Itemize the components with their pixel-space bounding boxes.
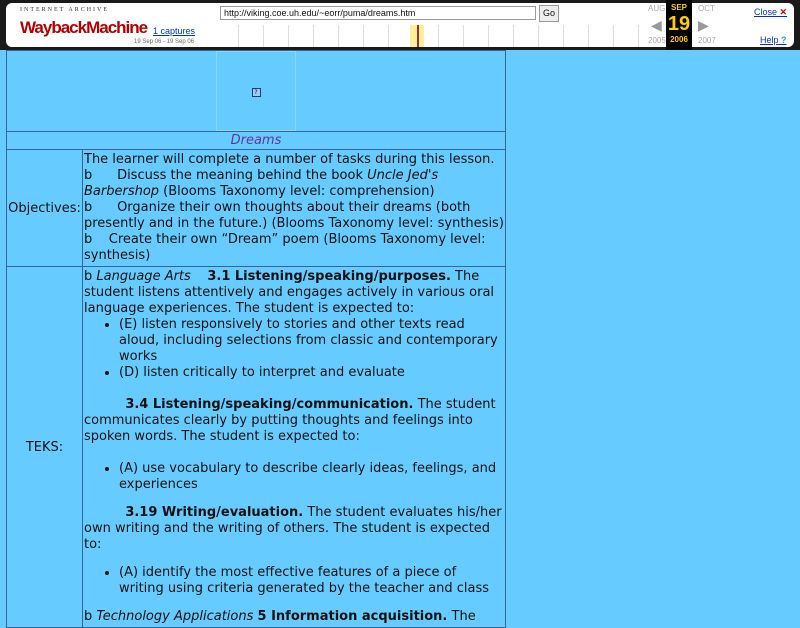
standard-heading: 3.4 Listening/speaking/communication.	[125, 397, 414, 412]
standard-heading: 5 Information acquisition.	[257, 609, 448, 624]
standard-heading: 3.1 Listening/speaking/purposes.	[207, 269, 451, 284]
bullet: b	[84, 609, 93, 624]
bullet: b	[84, 269, 93, 284]
cur-day: 19	[667, 13, 691, 35]
cur-month: SEP	[670, 3, 687, 12]
objective-1-level: (Blooms Taxonomy level: comprehension)	[159, 184, 435, 199]
help-link[interactable]	[760, 35, 787, 46]
prev-arrow-icon[interactable]: ◀	[651, 17, 662, 33]
objective-1: Discuss the meaning behind the book	[117, 168, 368, 183]
list-item: • (A) identify the most effective features of a piece of writing using criteria generated by the teacher and class	[119, 565, 505, 597]
broken-image-icon: ?	[252, 88, 261, 97]
standard-text: The student listens attentively and engages actively in various oral language experiences. The student is expected to:	[84, 269, 495, 316]
lesson-title: Dreams	[7, 132, 506, 150]
capture-marker[interactable]	[417, 25, 419, 47]
help-icon[interactable]: ?	[781, 35, 787, 45]
wayback-logo[interactable]: WaybackMachine	[20, 18, 148, 37]
standard-heading: 3.19 Writing/evaluation.	[125, 505, 304, 520]
book-title: Uncle Jed's Barbershop	[84, 168, 439, 199]
wayback-toolbar	[0, 0, 800, 50]
subject-technology: Technology Applications	[96, 609, 254, 624]
help-label[interactable]: Help	[760, 35, 779, 45]
objective-2: Organize their own thoughts about their dreams (both presently and in the future.) (Blooms Taxonomy level: synthesis)	[84, 200, 504, 231]
logo-caption: INTERNET ARCHIVE	[20, 7, 110, 13]
standard-text: The student evaluates his/her own writing and the writing of others. The student is expected to:	[84, 505, 502, 552]
next-month[interactable]: OCT	[698, 4, 715, 13]
close-link[interactable]	[754, 7, 787, 18]
url-input[interactable]: http://viking.coe.uh.edu/~eorr/puma/dreams.htm	[220, 6, 536, 20]
capture-range: 19 Sep 06 - 19 Sep 06	[134, 39, 195, 45]
current-date	[666, 0, 692, 50]
bullet: b	[84, 168, 93, 183]
image-cell	[7, 51, 506, 132]
objectives-content	[83, 150, 506, 267]
prev-month[interactable]: AUG	[648, 4, 666, 13]
bullet: b	[84, 232, 93, 247]
objectives-intro: The learner will complete a number of tasks during this lesson.	[84, 152, 495, 167]
teks-content	[83, 267, 506, 628]
close-icon[interactable]: ✕	[779, 7, 788, 17]
teks-label: TEKS:	[7, 267, 83, 628]
next-arrow-icon[interactable]: ▶	[698, 17, 709, 33]
broken-image	[216, 51, 296, 131]
go-button[interactable]: Go	[539, 5, 559, 22]
standard-text: The student communicates clearly by putting thoughts and feelings into spoken words. The student is expected to:	[84, 397, 496, 444]
cur-year: 2006	[670, 35, 688, 44]
capture-timeline[interactable]	[214, 25, 646, 47]
captures-link[interactable]: 1 captures	[153, 26, 196, 36]
list-item: • (D) listen critically to interpret and evaluate	[119, 365, 505, 381]
objective-3: Create their own “Dream” poem (Blooms Taxonomy level: synthesis)	[84, 232, 486, 263]
objectives-label: Objectives:	[7, 150, 83, 267]
list-item: • (A) use vocabulary to describe clearly ideas, feelings, and experiences	[119, 461, 505, 493]
next-year[interactable]: 2007	[698, 36, 716, 45]
standard-text: The	[447, 609, 476, 624]
bullet: b	[84, 200, 93, 215]
close-label[interactable]: Close	[754, 7, 778, 17]
prev-year[interactable]: 2005	[648, 36, 666, 45]
subject-language-arts: Language Arts	[96, 269, 191, 284]
list-item: • (E) listen responsively to stories and other texts read aloud, including selections from classic and contemporary works	[119, 317, 505, 365]
lesson-table	[6, 50, 506, 628]
